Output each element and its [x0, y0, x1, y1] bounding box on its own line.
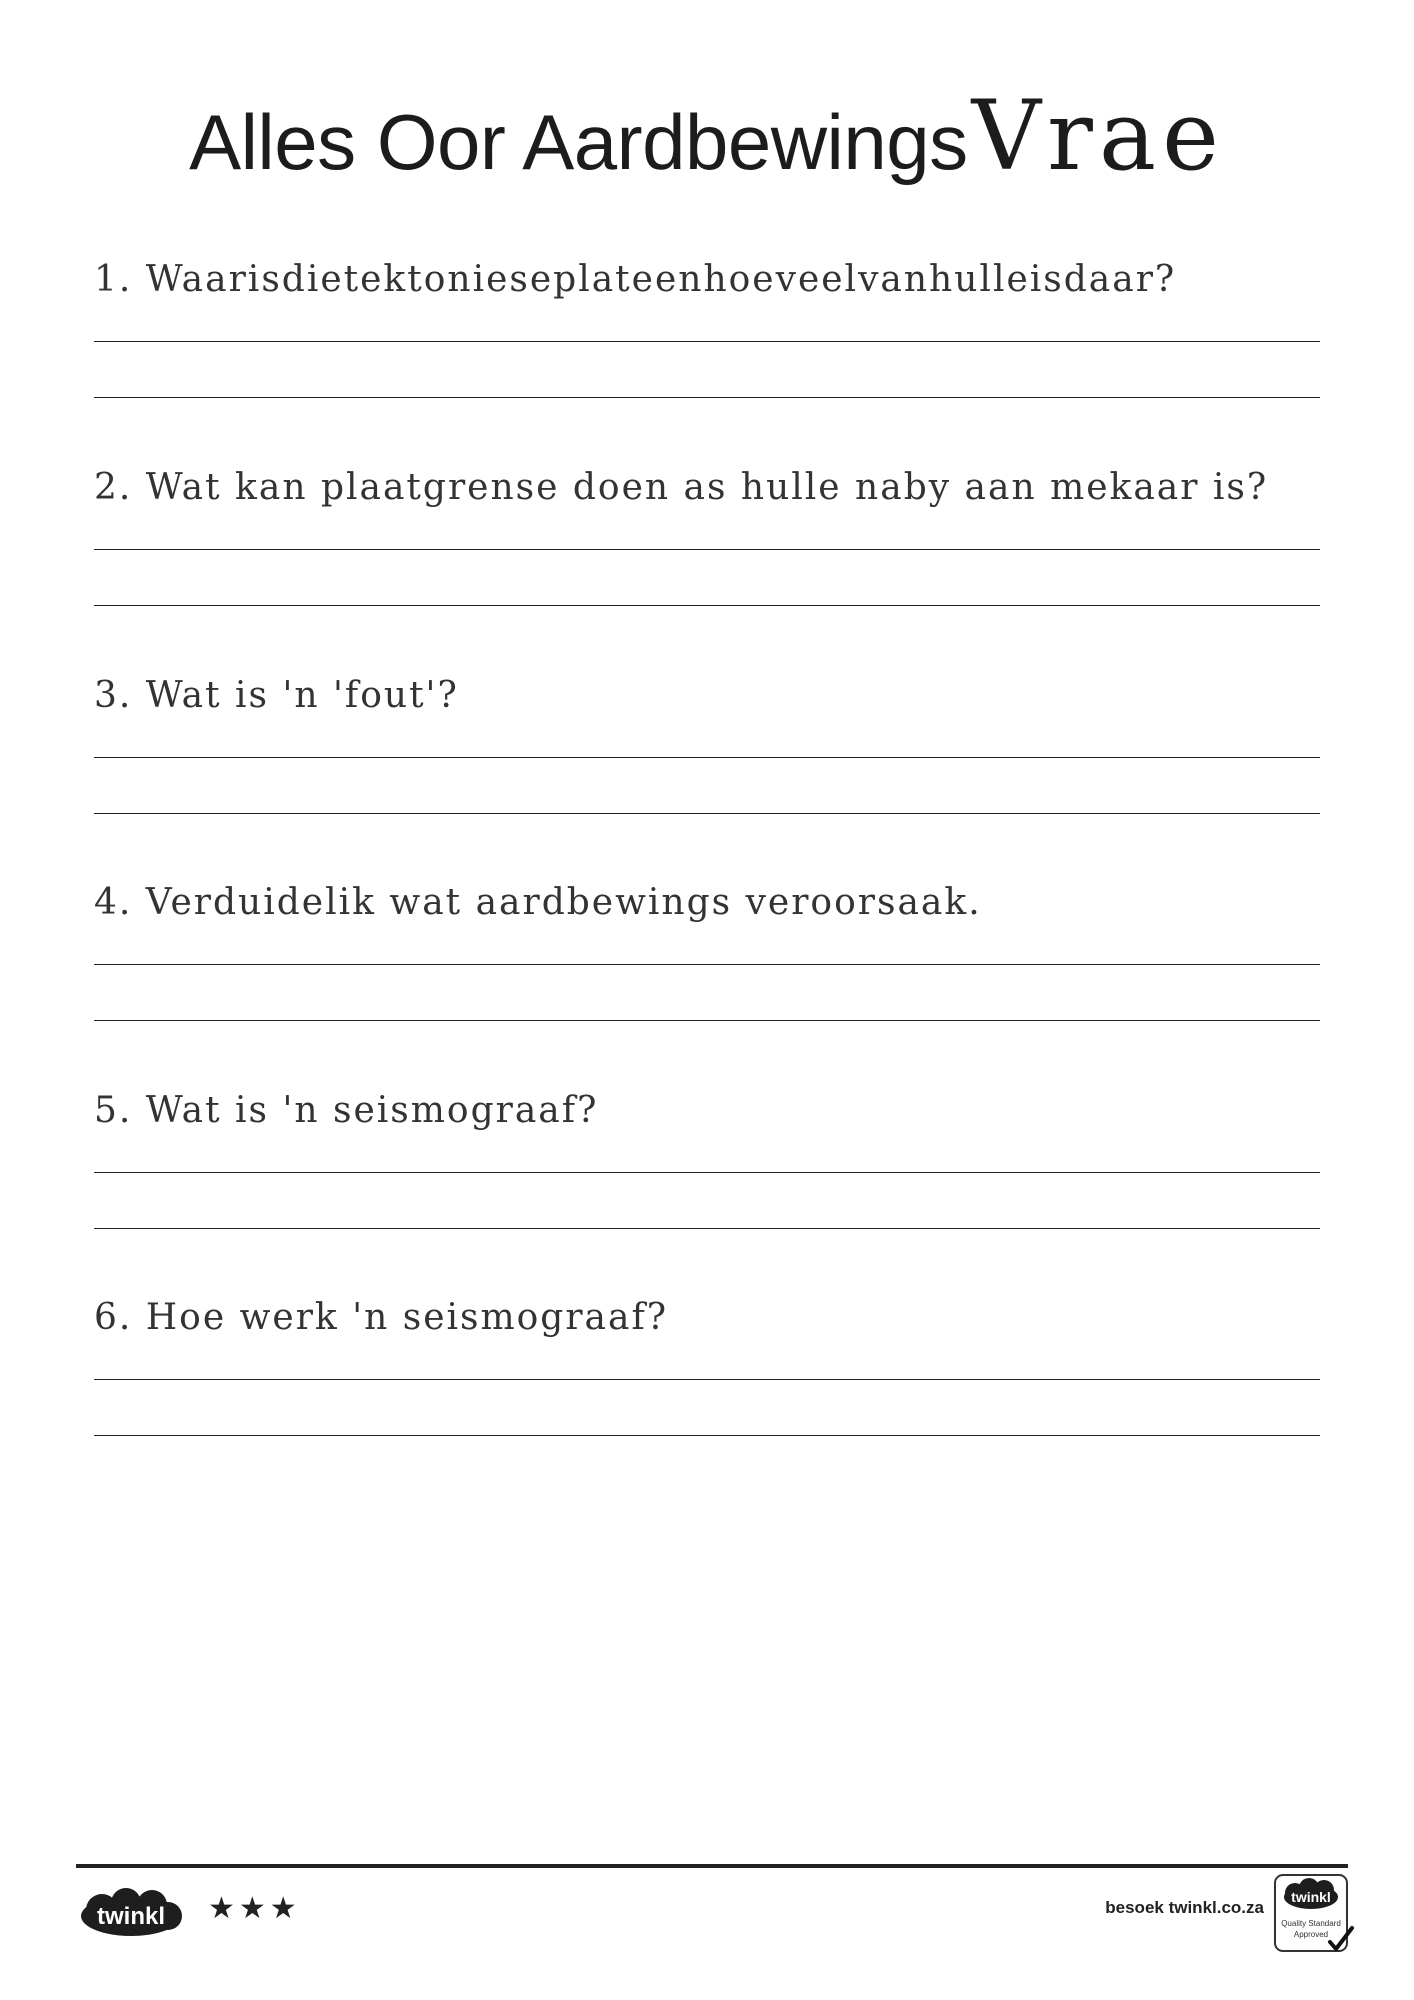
answer-line[interactable] — [94, 1379, 1320, 1380]
question-6-text: 6. Hoe werk 'n seismograaf? — [94, 1297, 669, 1338]
answer-line[interactable] — [94, 1172, 1320, 1173]
title-main: Alles Oor Aardbewings — [189, 98, 968, 186]
visit-link[interactable]: besoek twinkl.co.za — [1105, 1898, 1264, 1917]
question-1-text: 1. Waarisdietektonieseplateenhoeveelvanhulleisdaar? — [94, 259, 1177, 300]
question-4 — [94, 881, 1320, 925]
footer-divider — [76, 1864, 1348, 1868]
question-2 — [94, 466, 1320, 510]
quality-badge — [1272, 1872, 1356, 1956]
answer-line[interactable] — [94, 605, 1320, 606]
badge-logo-text: twinkl — [1291, 1889, 1331, 1905]
question-1 — [94, 258, 1320, 302]
question-3-text: 3. Wat is 'n 'fout'? — [94, 675, 459, 716]
badge-line-1: Quality Standard — [1281, 1919, 1341, 1928]
question-5-text: 5. Wat is 'n seismograaf? — [94, 1090, 599, 1131]
badge-line-2: Approved — [1293, 1930, 1329, 1939]
page-title — [0, 80, 1414, 192]
answer-line[interactable] — [94, 1020, 1320, 1021]
question-3 — [94, 674, 1320, 718]
title-sub: Vrae — [971, 80, 1225, 192]
answer-line[interactable] — [94, 397, 1320, 398]
answer-line[interactable] — [94, 341, 1320, 342]
answer-line[interactable] — [94, 1435, 1320, 1436]
answer-line[interactable] — [94, 813, 1320, 814]
answer-line[interactable] — [94, 964, 1320, 965]
answer-line[interactable] — [94, 757, 1320, 758]
difficulty-stars: ★★★ — [208, 1891, 301, 1926]
question-2-text: 2. Wat kan plaatgrense doen as hulle naby aan mekaar is? — [94, 467, 1269, 508]
question-5 — [94, 1089, 1320, 1133]
twinkl-logo[interactable] — [76, 1888, 186, 1940]
logo-text: twinkl — [96, 1903, 166, 1930]
question-4-text: 4. Verduidelik wat aardbewings veroorsaak. — [94, 882, 982, 923]
question-6 — [94, 1296, 1320, 1340]
answer-line[interactable] — [94, 1228, 1320, 1229]
answer-line[interactable] — [94, 549, 1320, 550]
